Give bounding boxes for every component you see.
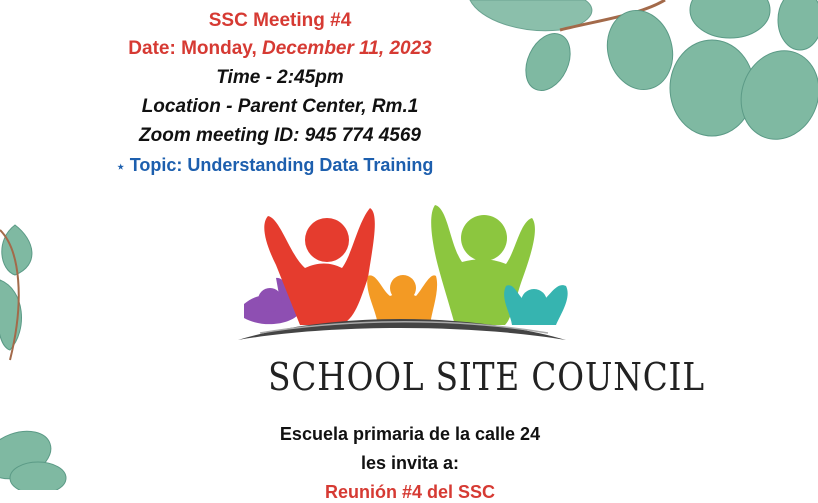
teal-figure [504,285,568,325]
date-value: December 11, 2023 [262,38,432,59]
meeting-location: Location - Parent Center, Rm.1 [141,96,419,117]
meeting-title: SSC Meeting #4 [208,10,352,31]
invites-you-spanish: les invita a: [360,453,460,473]
meeting-title-spanish: Reunión #4 del SSC [324,482,496,502]
school-name-spanish: Escuela primaria de la calle 24 [279,424,541,444]
school-site-council-wordmark: SCHOOL SITE COUNCIL [268,355,705,399]
topic-text: Topic: Understanding Data Training [129,155,434,175]
meeting-time: Time - 2:45pm [216,67,344,88]
star-icon: ⋆ [116,159,125,174]
orange-figure [367,275,437,325]
date-label: Date: Monday, [128,38,262,59]
zoom-meeting-id: Zoom meeting ID: 945 774 4569 [139,125,421,146]
